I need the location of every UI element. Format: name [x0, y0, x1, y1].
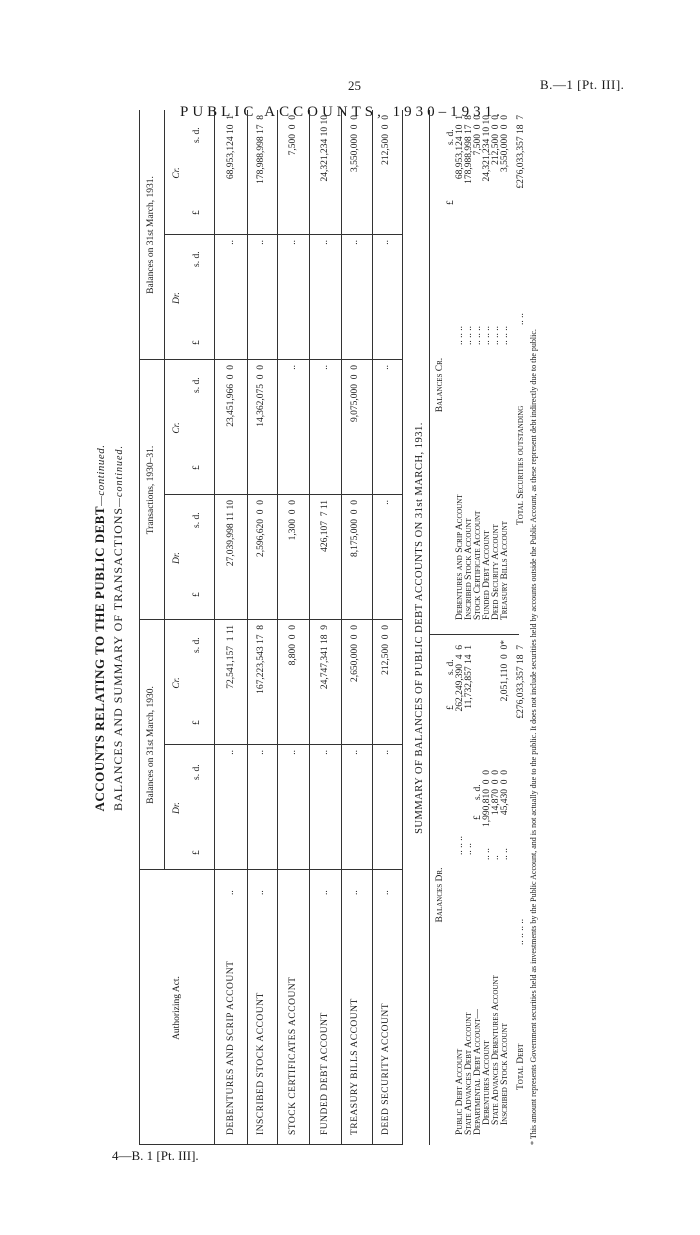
group-header-1931: Balances on 31st March, 1931. — [146, 176, 156, 294]
sd-header: s. d. — [192, 764, 202, 780]
cell-b31-cr: 7,500 0 0 — [288, 115, 298, 156]
summary-total-dr-label: Total Debt — [516, 1043, 526, 1090]
summary-total-cr-label: Total Securities outstanding — [516, 405, 526, 525]
cell-tr-cr: .. — [381, 365, 391, 370]
cell-b31-dr: .. — [256, 240, 266, 245]
cell-b30-dr: .. — [350, 750, 360, 755]
cell-b30-dr: .. — [288, 750, 298, 755]
section-subtitle: BALANCES AND SUMMARY OF TRANSACTIONS—continued. — [111, 445, 125, 811]
currency-symbol: £ — [192, 850, 202, 855]
dr-header: Dr. — [172, 802, 182, 814]
sd-header: s. d. — [192, 127, 202, 143]
leader-dots: .. — [320, 890, 330, 895]
dr-header: Dr. — [172, 552, 182, 564]
cr-header: Cr. — [172, 167, 182, 179]
summary-total-cr: £276,033,357 18 7 — [516, 115, 526, 189]
footnote: * This amount represents Government securities held as investments by the Public Account, and is not actually due to the public. It does not include securities held by accounts outside the Public Account, as these represent debt indirectly due to the public. — [529, 329, 538, 1145]
cr-header: Cr. — [172, 677, 182, 689]
account-name: DEED SECURITY ACCOUNT — [381, 1002, 391, 1135]
sd-header: s. d. — [446, 129, 456, 145]
leader-dots: .. .. — [482, 848, 492, 860]
sd-header: s. d. — [192, 377, 202, 393]
main-title: PUBLIC ACCOUNTS, 1930–1931. — [180, 104, 504, 120]
cell-tr-dr: .. — [381, 500, 391, 505]
summary-cr-amount: 3,550,000 0 0 — [500, 115, 510, 172]
currency-symbol: £ — [192, 210, 202, 215]
summary-cr-label: Debentures and Scrip Account — [455, 494, 465, 620]
leader-dots: .. .. — [516, 313, 526, 325]
leader-dots: .. — [226, 890, 236, 895]
summary-dr-label: Departmental Debt Account— — [473, 1008, 483, 1135]
cell-b31-cr: 68,953,124 10 1 — [226, 115, 236, 180]
summary-dept-amount: 1,990,810 0 0 — [482, 770, 492, 827]
cell-b31-cr: 178,988,998 17 8 — [256, 115, 266, 184]
rotated-table-region — [84, 110, 554, 1145]
summary-cr-amount: 212,500 0 0 — [491, 115, 501, 165]
sd-header: s. d. — [192, 637, 202, 653]
summary-dept-total: 2,051,110 0 0* — [500, 640, 510, 702]
summary-cr-label: Funded Debt Account — [482, 530, 492, 620]
leader-dots: .. .. .. — [500, 326, 510, 345]
cell-b30-dr: .. — [381, 750, 391, 755]
group-header-1930: Balances on 31st March, 1930. — [146, 686, 156, 804]
currency-symbol: £ — [192, 592, 202, 597]
cell-tr-dr: 2,596,620 0 0 — [256, 500, 266, 557]
document-reference-bottom: 4—B. 1 [Pt. III]. — [112, 1148, 199, 1163]
summary-cr-heading: Balances Cr. — [435, 357, 445, 413]
cell-tr-dr: 8,175,000 0 0 — [350, 500, 360, 557]
cell-b30-dr: .. — [226, 750, 236, 755]
cell-tr-cr: 23,451,966 0 0 — [226, 365, 236, 427]
currency-symbol: £ — [192, 340, 202, 345]
cell-b31-cr: 212,500 0 0 — [381, 115, 391, 165]
cell-b31-dr: .. — [350, 240, 360, 245]
col-account-header: Authorizing Act. — [172, 976, 182, 1040]
summary-total-dr: £276,033,357 18 7 — [516, 645, 526, 719]
summary-dr-label: State Advances Debt Account — [464, 1012, 474, 1135]
sd-header: s. d. — [473, 784, 483, 800]
currency-symbol: £ — [446, 200, 456, 205]
summary-cr-amount: 7,500 0 0 — [473, 115, 483, 156]
leader-dots: .. .. .. — [482, 326, 492, 345]
account-name: FUNDED DEBT ACCOUNT — [320, 1012, 330, 1135]
cell-tr-cr: 9,075,000 0 0 — [350, 365, 360, 422]
leader-dots: .. .. .. — [455, 326, 465, 345]
cell-tr-dr: 426,107 7 11 — [320, 500, 330, 552]
summary-cr-amount: 178,988,998 17 8 — [464, 115, 474, 184]
document-reference-top: B.—1 [Pt. III]. — [540, 77, 625, 92]
summary-dr-amount: 11,732,857 14 1 — [464, 645, 474, 709]
currency-symbol: £ — [473, 815, 483, 820]
cell-b31-dr: .. — [288, 240, 298, 245]
summary-dr-heading: Balances Dr. — [435, 867, 445, 923]
account-name: TREASURY BILLS ACCOUNT — [350, 998, 360, 1135]
leader-dots: .. .. .. — [455, 836, 465, 855]
cell-tr-cr: 14,362,075 0 0 — [256, 365, 266, 427]
cell-b30-cr: 8,800 0 0 — [288, 625, 298, 666]
summary-cr-amount: 68,953,124 10 1 — [455, 115, 465, 180]
cell-tr-cr: .. — [320, 365, 330, 370]
account-name: INSCRIBED STOCK ACCOUNT — [256, 992, 266, 1135]
group-header-transactions: Transactions, 1930–31. — [146, 445, 156, 535]
leader-dots: .. .. — [500, 848, 510, 860]
cell-b31-dr: .. — [226, 240, 236, 245]
page-number: 25 — [348, 78, 361, 93]
cell-b31-dr: .. — [320, 240, 330, 245]
cell-b31-dr: .. — [381, 240, 391, 245]
summary-dr-amount: 262,249,390 4 6 — [455, 645, 465, 712]
cell-b30-cr: 2,650,000 0 0 — [350, 625, 360, 682]
cell-tr-dr: 27,039,998 11 10 — [226, 500, 236, 567]
leader-dots: .. .. .. — [473, 326, 483, 345]
account-name: STOCK CERTIFICATES ACCOUNT — [288, 976, 298, 1135]
leader-dots: .. .. .. — [464, 326, 474, 345]
leader-dots: .. .. — [464, 843, 474, 855]
sd-header: s. d. — [192, 512, 202, 528]
summary-dept-label: Inscribed Stock Account — [500, 1023, 510, 1125]
cell-b31-cr: 3,550,000 0 0 — [350, 115, 360, 172]
summary-cr-label: Treasury Bills Account — [500, 520, 510, 620]
summary-dept-amount: 45,430 0 0 — [500, 770, 510, 816]
currency-symbol: £ — [192, 465, 202, 470]
section-title: ACCOUNTS RELATING TO THE PUBLIC DEBT—continued. — [92, 444, 107, 812]
sd-header: s. d. — [446, 659, 456, 675]
summary-cr-amount: 24,321,234 10 10 — [482, 115, 492, 182]
summary-cr-label: Stock Certificate Account — [473, 510, 483, 620]
account-name: DEBENTURES AND SCRIP ACCOUNT — [226, 960, 236, 1135]
cell-b30-cr: 212,500 0 0 — [381, 625, 391, 675]
cell-b30-cr: 24,747,341 18 9 — [320, 625, 330, 690]
summary-title: SUMMARY OF BALANCES OF PUBLIC DEBT ACCOUNTS ON 31st MARCH, 1931. — [414, 422, 425, 834]
currency-symbol: £ — [446, 705, 456, 710]
leader-dots: .. — [381, 890, 391, 895]
cell-tr-dr: 1,300 0 0 — [288, 500, 298, 541]
leader-dots: .. — [256, 890, 266, 895]
cell-b31-cr: 24,321,234 10 10 — [320, 115, 330, 182]
leader-dots: .. .. .. — [491, 326, 501, 345]
summary-dept-label: State Advances Debentures Account — [491, 975, 501, 1125]
cell-tr-cr: .. — [288, 365, 298, 370]
summary-dept-label: Debentures Account — [482, 1040, 492, 1125]
leader-dots: .. .. .. .. — [516, 918, 526, 945]
summary-dr-label: Public Debt Account — [455, 1048, 465, 1135]
summary-dept-amount: 14,870 0 0 — [491, 770, 501, 816]
cell-b30-dr: .. — [320, 750, 330, 755]
dr-header: Dr. — [172, 292, 182, 304]
cr-header: Cr. — [172, 422, 182, 434]
summary-cr-label: Deed Security Account — [491, 524, 501, 620]
sd-header: s. d. — [192, 251, 202, 267]
cell-b30-cr: 167,223,543 17 8 — [256, 625, 266, 694]
summary-cr-label: Inscribed Stock Account — [464, 518, 474, 620]
leader-dots: .. — [491, 855, 501, 860]
leader-dots: .. — [350, 890, 360, 895]
cell-b30-cr: 72,541,157 1 11 — [226, 625, 236, 689]
cell-b30-dr: .. — [256, 750, 266, 755]
currency-symbol: £ — [192, 720, 202, 725]
